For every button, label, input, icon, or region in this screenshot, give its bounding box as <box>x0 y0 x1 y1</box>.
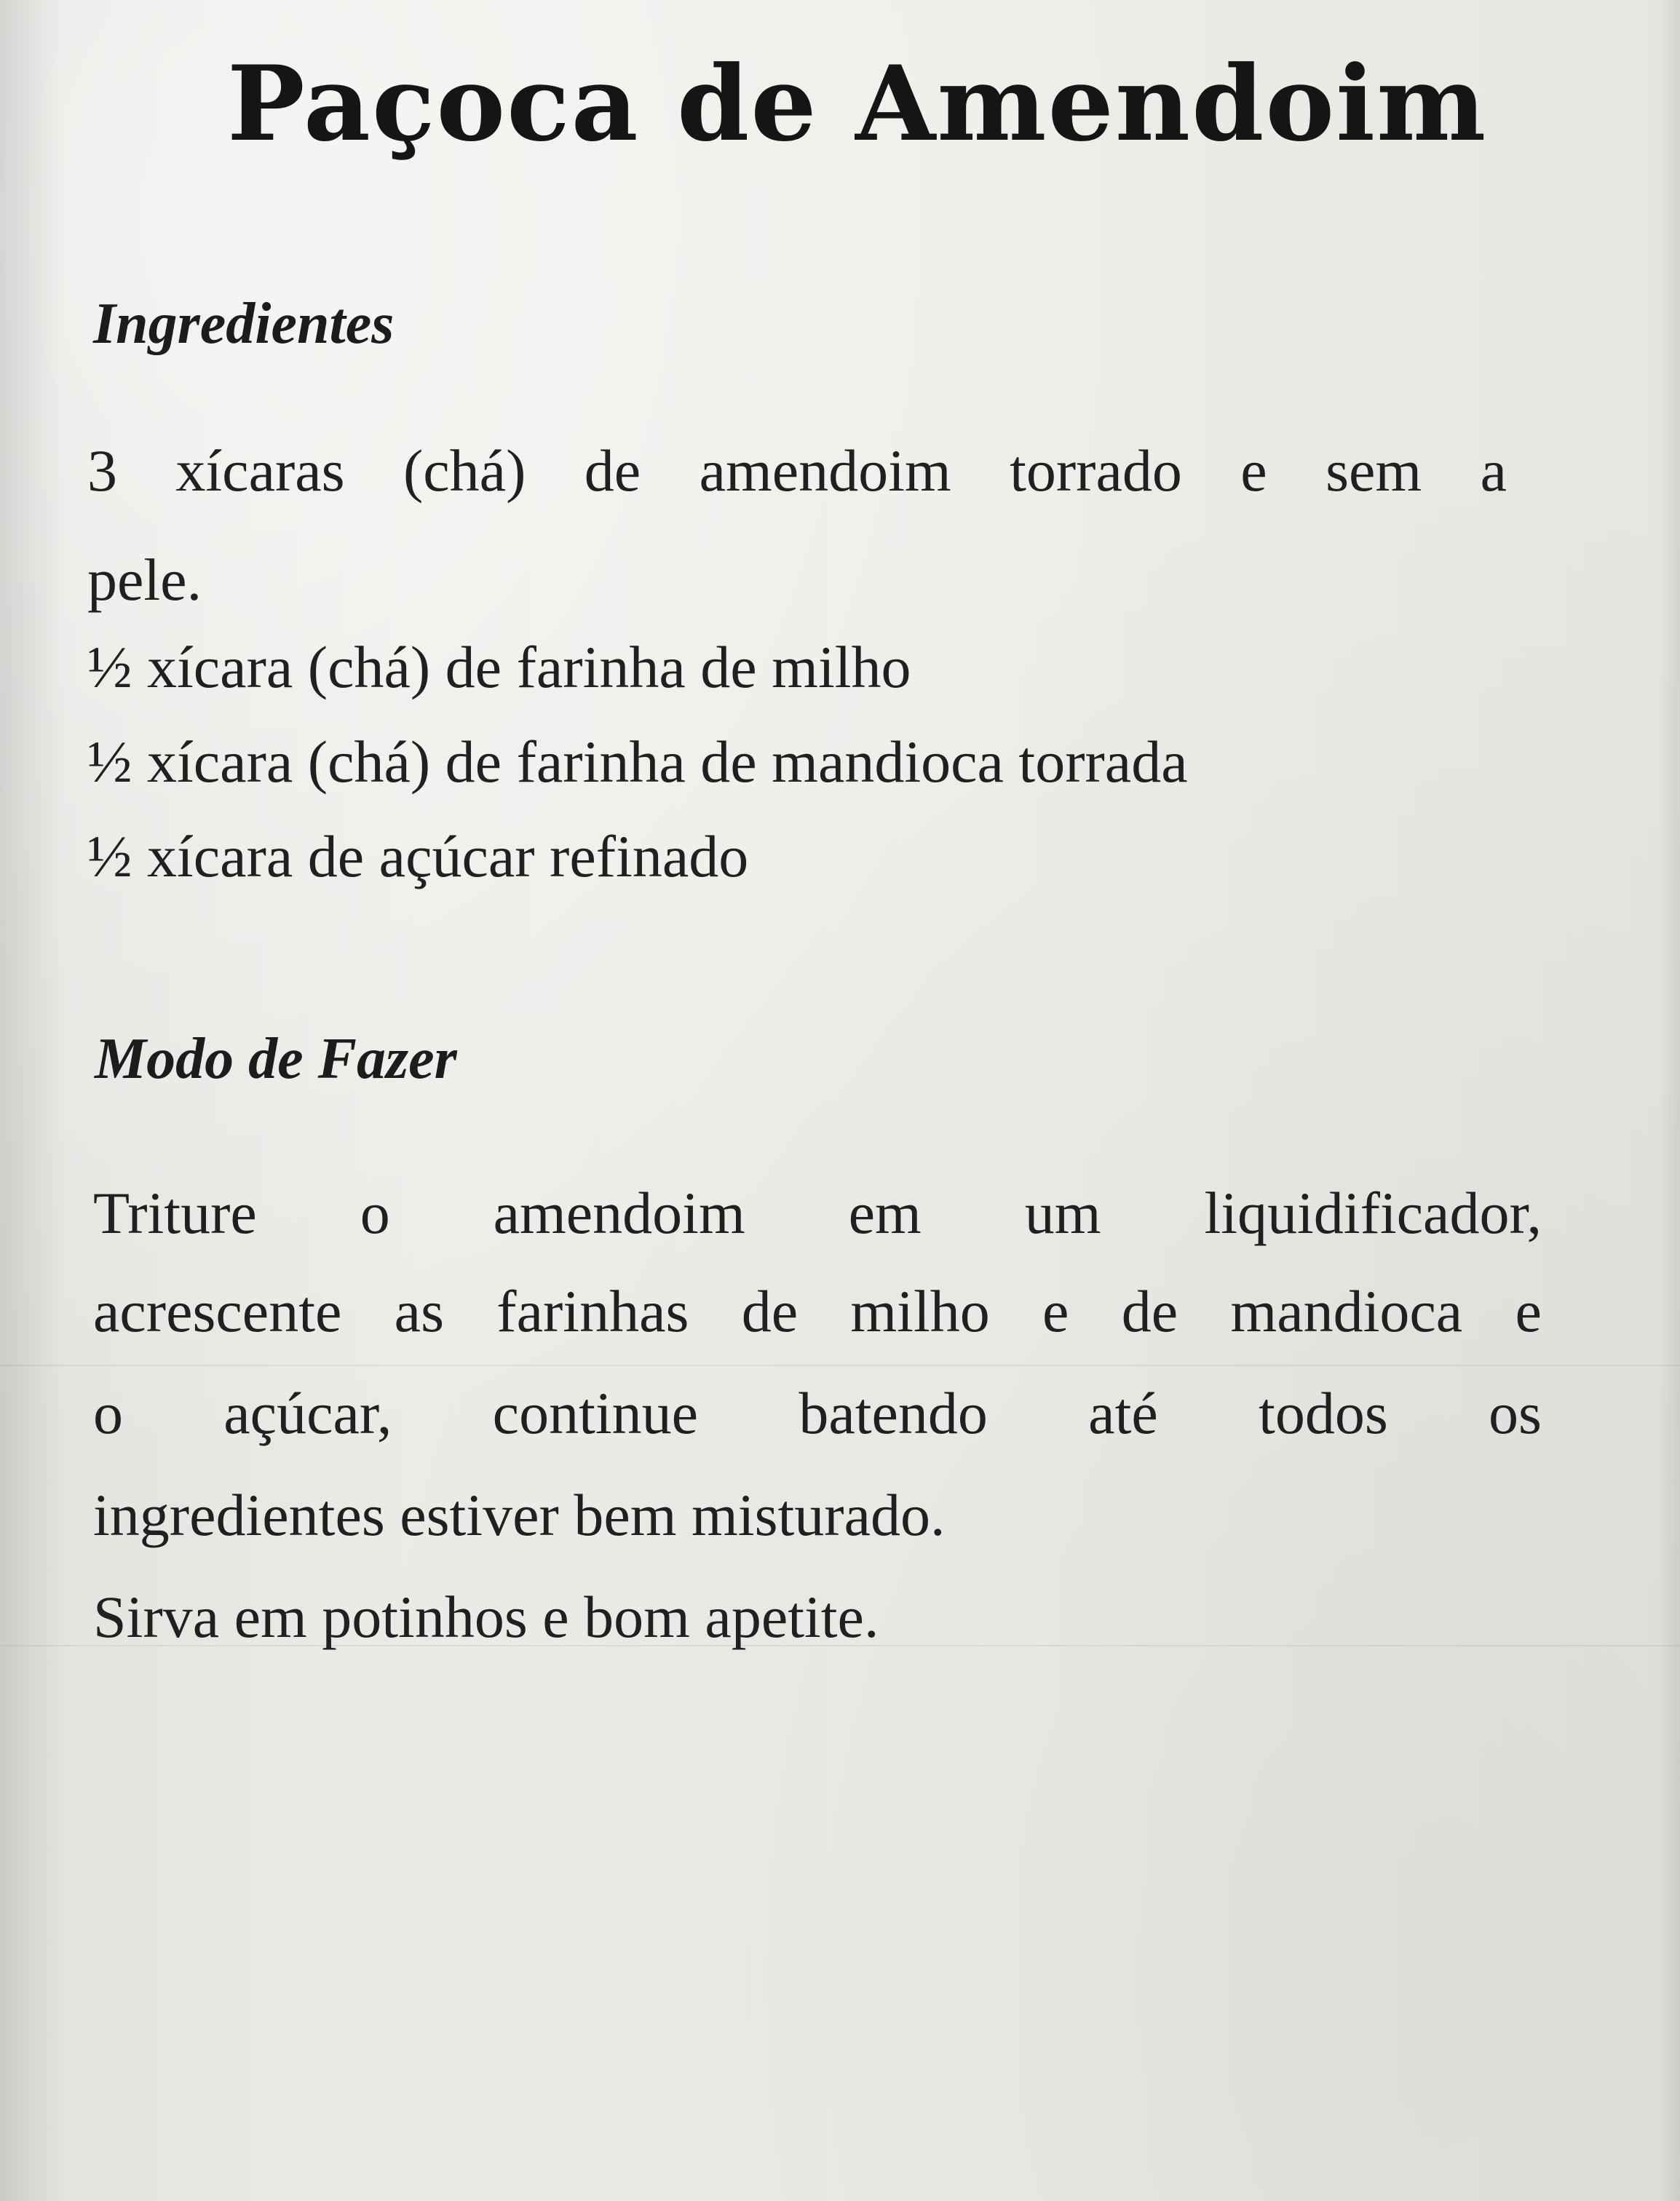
word: 3 <box>87 437 117 504</box>
word: continue <box>492 1380 699 1446</box>
ingredient-line-2: ½ xícara (chá) de farinha de milho <box>87 634 911 700</box>
method-line-3 <box>93 1379 1542 1448</box>
word: (chá) <box>403 437 526 504</box>
word: milho <box>850 1278 990 1344</box>
method-line-4: ingredientes estiver bem misturado. <box>93 1482 946 1548</box>
word: até <box>1088 1380 1158 1446</box>
paper-fold-line <box>0 1365 1680 1366</box>
word: xícaras <box>175 437 345 504</box>
word: um <box>1024 1180 1101 1246</box>
word: mandioca <box>1230 1278 1463 1344</box>
method-line-2 <box>93 1277 1542 1346</box>
word: de <box>584 437 641 504</box>
word: e <box>1515 1278 1542 1344</box>
word: amendoim <box>699 437 951 504</box>
recipe-title: Paçoca de Amendoim <box>227 44 1488 164</box>
word: e <box>1042 1278 1069 1344</box>
ingredient-line-3: ½ xícara (chá) de farinha de mandioca torrada <box>87 729 1188 795</box>
word: o <box>360 1180 390 1246</box>
word: sem <box>1326 437 1422 504</box>
word: torrado <box>1010 437 1182 504</box>
method-line-5: Sirva em potinhos e bom apetite. <box>93 1584 879 1650</box>
ingredient-line-1-continued: pele. <box>87 547 202 613</box>
ingredient-line-1 <box>87 437 1507 505</box>
method-line-1 <box>93 1179 1542 1248</box>
word: de <box>1121 1278 1178 1344</box>
word: liquidificador, <box>1204 1180 1542 1246</box>
word: de <box>741 1278 799 1344</box>
ingredients-heading: Ingredientes <box>93 292 395 356</box>
page-right-edge <box>1658 0 1680 2201</box>
word: o <box>93 1380 123 1446</box>
word: batendo <box>799 1380 988 1446</box>
word: a <box>1480 437 1507 504</box>
word: os <box>1489 1380 1542 1446</box>
word: Triture <box>93 1180 257 1246</box>
page-left-shadow <box>0 0 66 2201</box>
word: todos <box>1259 1380 1388 1446</box>
method-heading: Modo de Fazer <box>95 1027 457 1091</box>
word: acrescente <box>93 1278 342 1344</box>
word: e <box>1240 437 1267 504</box>
ingredient-line-4: ½ xícara de açúcar refinado <box>87 823 749 889</box>
word: em <box>848 1180 922 1246</box>
word: açúcar, <box>223 1380 392 1446</box>
word: amendoim <box>493 1180 745 1246</box>
word: as <box>394 1278 444 1344</box>
word: farinhas <box>496 1278 689 1344</box>
